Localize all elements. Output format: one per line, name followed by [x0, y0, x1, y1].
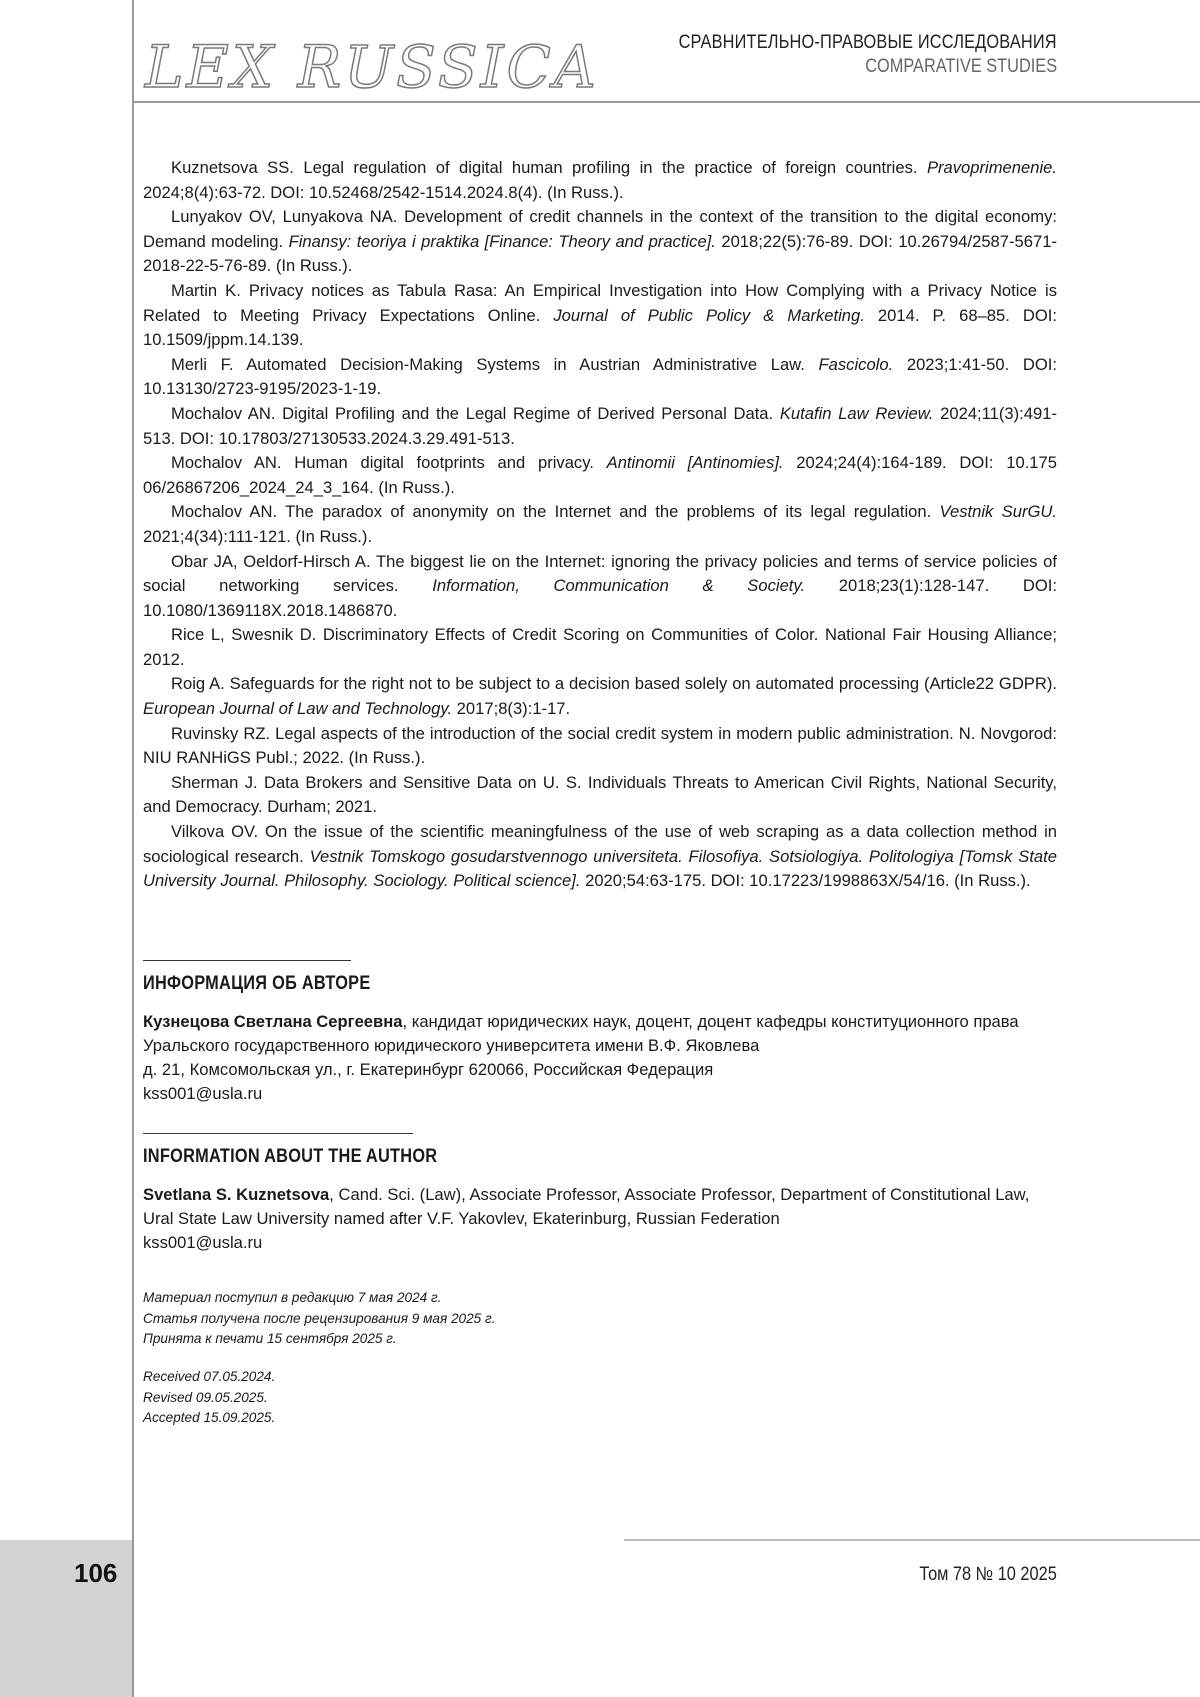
date-line: Материал поступил в редакцию 7 мая 2024 г. [143, 1290, 442, 1305]
reference-item: Mochalov AN. Human digital footprints and privacy. Antinomii [Antinomies]. 2024;24(4):164-189. DOI: 10.175 06/26867206_2024_24_3_164. (In Russ.). [143, 453, 1057, 497]
author-details-ru: , кандидат юридических наук, доцент, доцент кафедры конституционного права Уральского государственного юридического университета имени В.Ф. Яковлева [143, 1012, 1019, 1055]
reference-item: Kuznetsova SS. Legal regulation of digital human profiling in the practice of foreign countries. Pravoprimenenie. 2024;8(4):63-72. DOI: 10.52468/2542-1514.2024.8(4). (In Russ.). [143, 158, 1057, 202]
submission-dates-en [143, 1367, 275, 1429]
reference-item: Merli F. Automated Decision-Making Systems in Austrian Administrative Law. Fascicolo. 2023;1:41-50. DOI: 10.13130/2723-9195/2023-1-19. [143, 354, 1058, 399]
date-line: Revised 09.05.2025. [143, 1389, 268, 1405]
reference-item: Rice L, Swesnik D. Discriminatory Effects of Credit Scoring on Communities of Color. National Fair Housing Alliance; 2012. [143, 625, 1057, 669]
author-info-title-ru: ИНФОРМАЦИЯ ОБ АВТОРЕ [143, 973, 371, 994]
section-title-en: COMPARATIVE STUDIES [865, 56, 1057, 77]
divider [143, 1133, 413, 1134]
reference-item: Obar JA, Oeldorf-Hirsch A. The biggest lie on the Internet: ignoring the privacy policies and terms of service policies of social networking services. Information, Communication & Society. 2018;23(1):128-147. DOI: 10.1080/1369118X.2018.1486870. [143, 551, 1057, 620]
reference-item: Roig A. Safeguards for the right not to be subject to a decision based solely on automated processing (Article22 GDPR). European Journal of Law and Technology. 2017;8(3):1-17. [143, 674, 1057, 719]
author-email-en: kss001@usla.ru [143, 1233, 263, 1252]
journal-logo: LEX RUSSICA [145, 33, 599, 101]
reference-item: Vilkova OV. On the issue of the scientific meaningfulness of the use of web scraping as a data collection method in sociological research. Vestnik Tomskogo gosudarstvennogo universiteta. Filosofiya. Sotsiologiya. Politologiya [Tomsk State University Journal. Philosophy. Sociology. Political science]. 2020;54:63-175. DOI: 10.17223/1998863X/54/16. (In Russ.). [143, 822, 1057, 891]
issue-label: Том 78 № 10 2025 [919, 1564, 1057, 1585]
author-info-en [143, 1183, 1063, 1255]
reference-item: Lunyakov OV, Lunyakova NA. Development of credit channels in the context of the transition to the digital economy: Demand modeling. Finansy: teoriya i praktika [Finance: Theory and practice]. 2018;22(5):76-89. DOI: 10.26794/2587-5671-2018-22-5-76-89. (In Russ.). [143, 207, 1057, 276]
date-line: Принята к печати 15 сентября 2025 г. [143, 1331, 397, 1346]
reference-item: Martin K. Privacy notices as Tabula Rasa: An Empirical Investigation into How Complying with a Privacy Notice is Related to Meeting Privacy Expectations Online. Journal of Public Policy & Marketing. 2014. P. 68–85. DOI: 10.1509/jppm.14.139. [143, 280, 1058, 350]
reference-list [143, 156, 1057, 894]
author-name-en: Svetlana S. Kuznetsova [143, 1185, 330, 1204]
reference-item: Mochalov AN. Digital Profiling and the Legal Regime of Derived Personal Data. Kutafin Law Review. 2024;11(3):491-513. DOI: 10.17803/27130533.2024.3.29.491-513. [143, 403, 1057, 448]
section-title-ru: СРАВНИТЕЛЬНО-ПРАВОВЫЕ ИССЛЕДОВАНИЯ [678, 32, 1057, 53]
author-address-ru: д. 21, Комсомольская ул., г. Екатеринбург 620066, Российская Федерация [143, 1060, 714, 1079]
header-rule [132, 101, 1200, 103]
reference-item: Ruvinsky RZ. Legal aspects of the introduction of the social credit system in modern public administration. N. Novgorod: NIU RANHiGS Publ.; 2022. (In Russ.). [143, 723, 1057, 768]
page-number: 106 [74, 1558, 118, 1588]
author-info-ru [143, 1010, 1063, 1106]
reference-item: Mochalov AN. The paradox of anonymity on the Internet and the problems of its legal regulation. Vestnik SurGU. 2021;4(34):111-121. (In Russ.). [143, 502, 1057, 546]
author-email-ru: kss001@usla.ru [143, 1084, 263, 1103]
vertical-rule [132, 0, 134, 1697]
author-details-en: , Cand. Sci. (Law), Associate Professor, Associate Professor, Department of Constitutional Law, Ural State Law University named after V.F. Yakovlev, Ekaterinburg, Russian Federation [143, 1185, 1030, 1228]
submission-dates-ru [143, 1288, 496, 1350]
date-line: Received 07.05.2024. [143, 1369, 276, 1384]
left-margin [0, 0, 132, 1697]
reference-item: Sherman J. Data Brokers and Sensitive Data on U. S. Individuals Threats to American Civil Rights, National Security, and Democracy. Durham; 2021. [143, 772, 1057, 817]
date-line: Accepted 15.09.2025. [143, 1410, 276, 1425]
divider [143, 960, 351, 961]
date-line: Статья получена после рецензирования 9 мая 2025 г. [143, 1310, 496, 1326]
footer-rule [624, 1539, 1200, 1541]
author-info-title-en: INFORMATION ABOUT THE AUTHOR [143, 1146, 438, 1167]
author-name-ru: Кузнецова Светлана Сергеевна [143, 1012, 403, 1031]
